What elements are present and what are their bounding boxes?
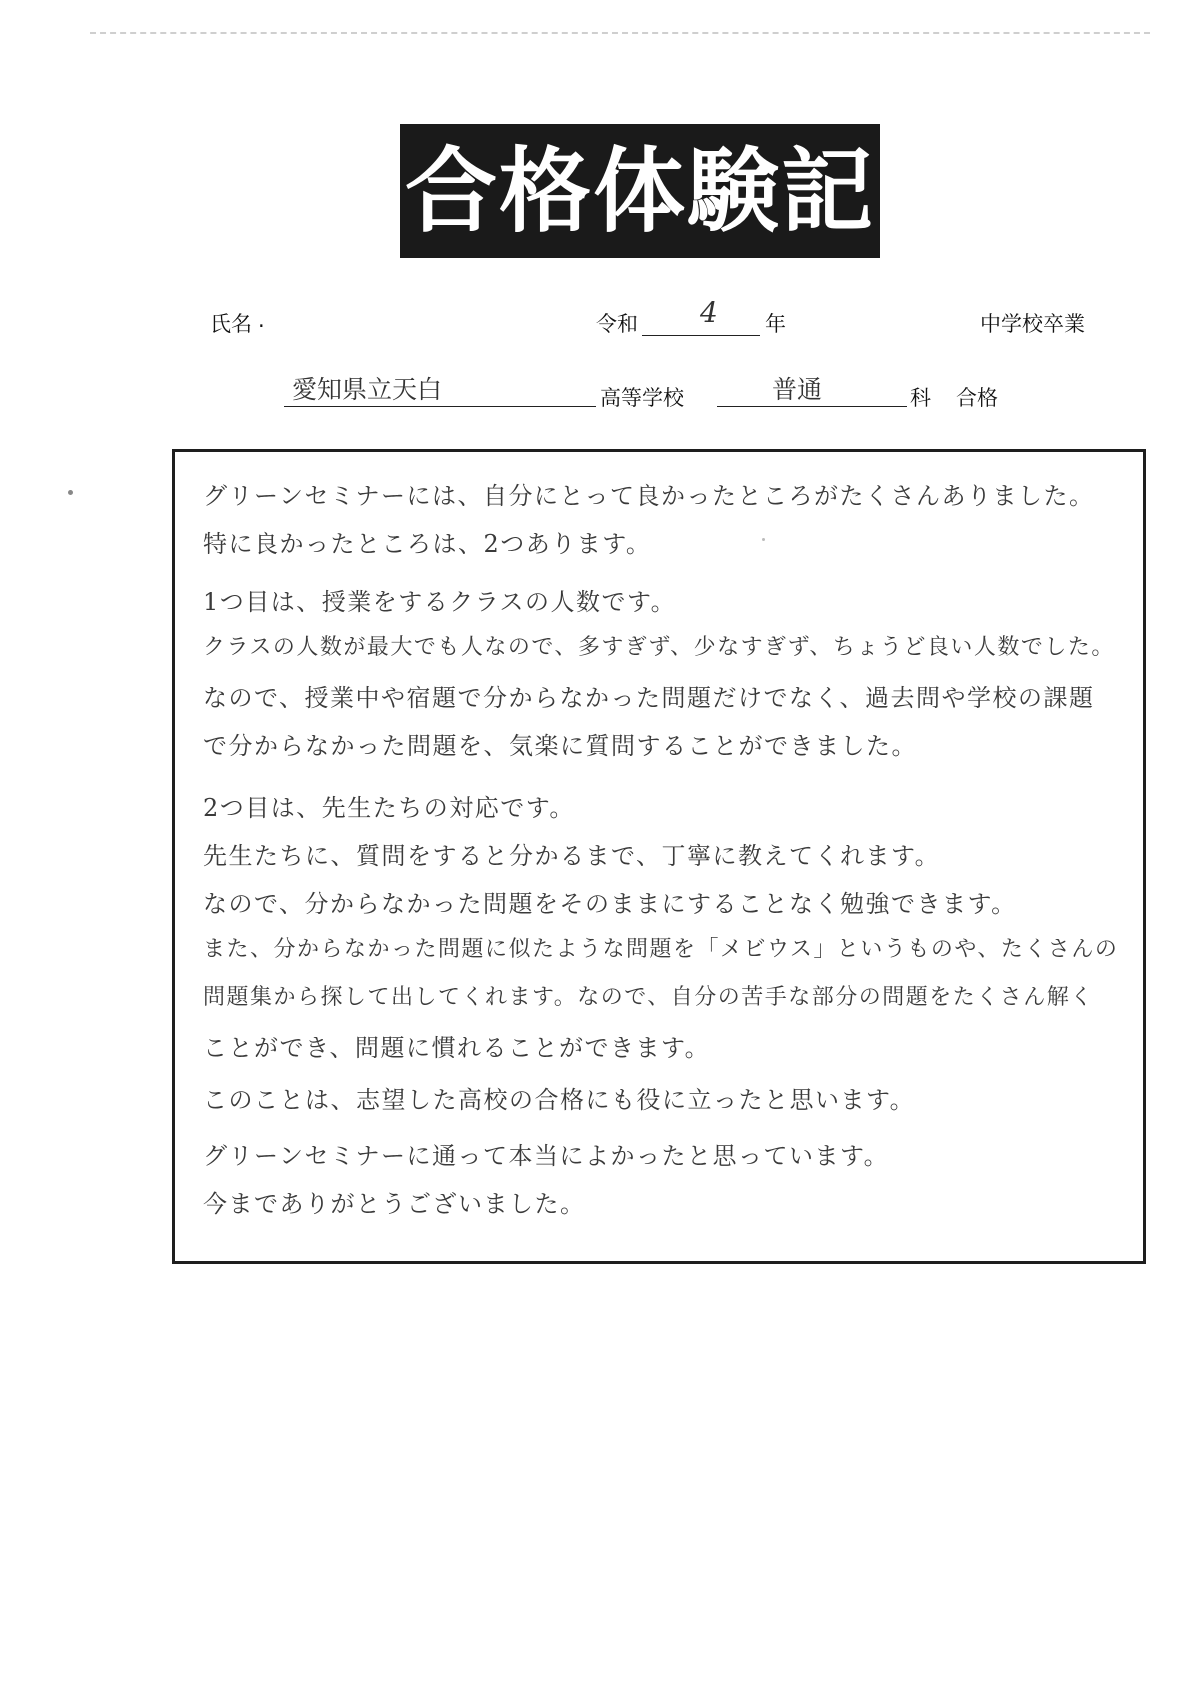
course-value: 普通 bbox=[772, 375, 823, 404]
essay-line: クラスの人数が最大でも人なので、多すぎず、少なすぎず、ちょうど良い人数でした。 bbox=[203, 635, 1115, 660]
essay-box bbox=[172, 449, 1146, 1264]
course-underline bbox=[717, 406, 907, 407]
essay-line: 特に良かったところは、2つあります。 bbox=[203, 530, 652, 558]
scan-artifact-line bbox=[90, 32, 1150, 34]
era-label: 令和 bbox=[596, 312, 638, 336]
year-label: 年 bbox=[765, 312, 786, 336]
essay-line: 今までありがとうございました。 bbox=[203, 1190, 586, 1218]
school-underline bbox=[284, 406, 596, 407]
essay-line: また、分からなかった問題に似たような問題を「メビウス」というものや、たくさんの bbox=[203, 937, 1119, 962]
essay-line: なので、分からなかった問題をそのままにすることなく勉強できます。 bbox=[203, 890, 1017, 918]
essay-line: ことができ、問題に慣れることができます。 bbox=[203, 1034, 711, 1062]
year-value: 4 bbox=[700, 296, 718, 329]
essay-line: 先生たちに、質問をすると分かるまで、丁寧に教えてくれます。 bbox=[203, 842, 941, 870]
name-underline-dot: . bbox=[258, 308, 265, 332]
name-label: 氏名 bbox=[210, 312, 252, 336]
result-label: 合格 bbox=[956, 386, 998, 410]
graduation-label: 中学校卒業 bbox=[980, 312, 1085, 336]
school-type-label: 高等学校 bbox=[600, 386, 684, 410]
essay-line: なので、授業中や宿題で分からなかった問題だけでなく、過去問や学校の課題 bbox=[203, 684, 1095, 712]
scan-speck bbox=[68, 490, 73, 495]
page-title: 合格体験記 bbox=[404, 137, 875, 245]
course-label: 科 bbox=[910, 386, 931, 410]
essay-line: 問題集から探して出してくれます。なので、自分の苦手な部分の問題をたくさん解く bbox=[203, 985, 1094, 1010]
school-value: 愛知県立天白 bbox=[292, 375, 443, 404]
essay-line: グリーンセミナーには、自分にとって良かったところがたくさんありました。 bbox=[203, 482, 1095, 510]
year-underline bbox=[642, 335, 760, 336]
essay-line: で分からなかった問題を、気楽に質問することができました。 bbox=[203, 732, 917, 760]
scan-speck bbox=[762, 538, 765, 541]
essay-line: このことは、志望した高校の合格にも役に立ったと思います。 bbox=[203, 1086, 916, 1114]
essay-line: 2つ目は、先生たちの対応です。 bbox=[203, 794, 575, 822]
essay-line: グリーンセミナーに通って本当によかったと思っています。 bbox=[203, 1142, 890, 1170]
essay-line: 1つ目は、授業をするクラスの人数です。 bbox=[203, 588, 677, 616]
title-banner bbox=[400, 124, 880, 258]
